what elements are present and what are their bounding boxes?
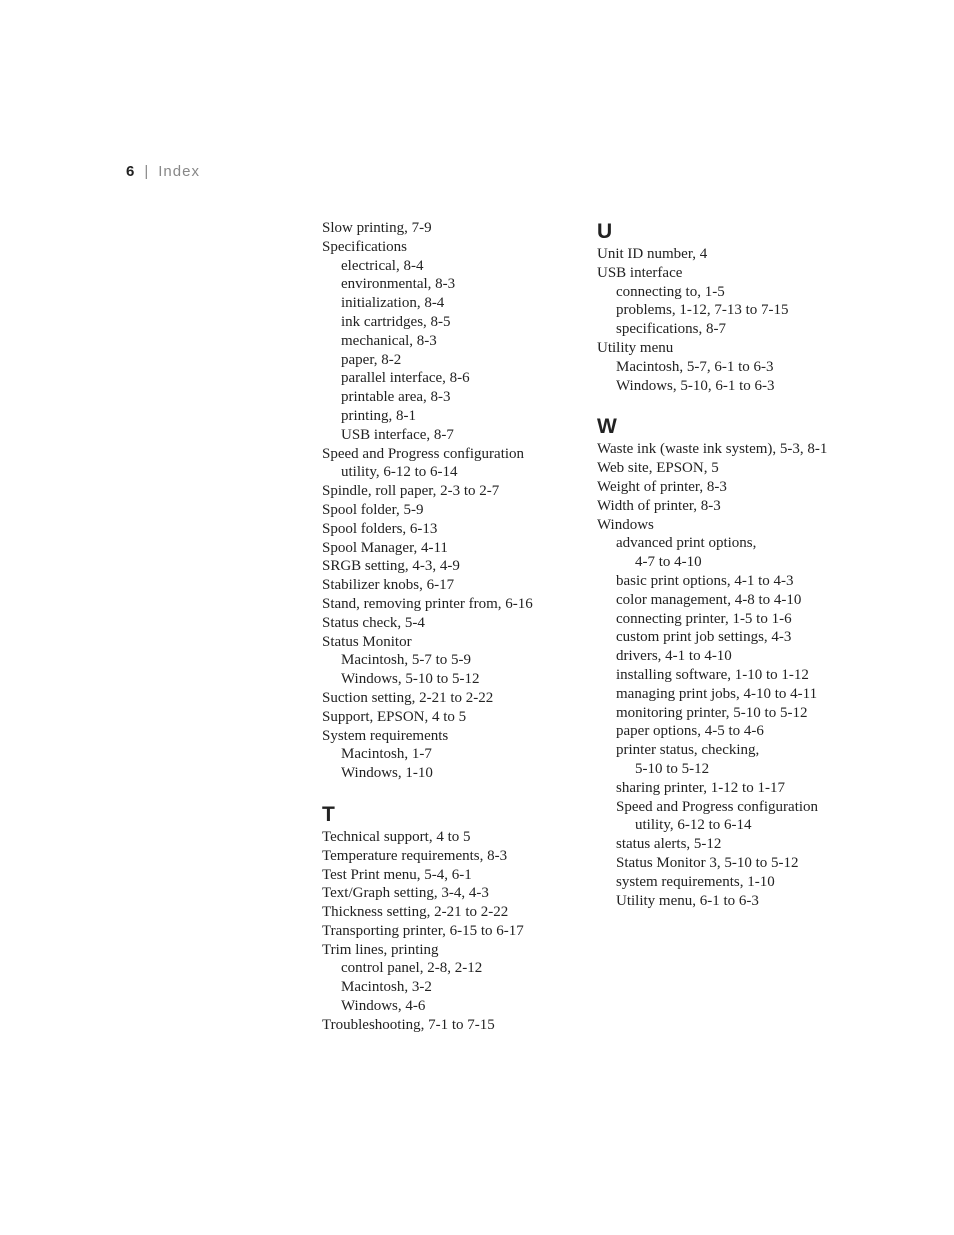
index-entry: Status check, 5-4 [322, 614, 425, 631]
index-entry: Spool folder, 5-9 [322, 501, 424, 518]
index-subentry: connecting printer, 1-5 to 1-6 [616, 610, 792, 627]
index-subentry: installing software, 1-10 to 1-12 [616, 666, 809, 683]
index-entry: Spool Manager, 4-11 [322, 539, 448, 556]
index-subentry: printable area, 8-3 [341, 389, 451, 406]
index-entry: Slow printing, 7-9 [322, 220, 432, 236]
index-subentry: status alerts, 5-12 [616, 836, 722, 853]
index-subentry: Macintosh, 1-7 [341, 746, 432, 763]
index-subentry: Macintosh, 3-2 [341, 979, 432, 996]
index-subentry: specifications, 8-7 [616, 321, 726, 338]
index-column-left [322, 219, 582, 1054]
index-subentry: Macintosh, 5-7 to 5-9 [341, 652, 471, 669]
index-entry: Technical support, 4 to 5 [322, 828, 471, 845]
index-subentry: utility, 6-12 to 6-14 [341, 464, 458, 481]
index-entry: Width of printer, 8-3 [597, 497, 721, 514]
index-subentry: printer status, checking, [616, 742, 760, 759]
index-subentry: printing, 8-1 [341, 407, 416, 424]
index-entry: Support, EPSON, 4 to 5 [322, 708, 467, 725]
index-subentry: ink cartridges, 8-5 [341, 313, 451, 330]
index-subentry: advanced print options, [616, 535, 757, 552]
index-subentry: Macintosh, 5-7, 6-1 to 6-3 [616, 358, 774, 375]
index-subentry: USB interface, 8-7 [341, 426, 454, 443]
index-entry: Test Print menu, 5-4, 6-1 [322, 866, 472, 883]
index-subentry: 4-7 to 4-10 [635, 554, 702, 571]
index-entry: Speed and Progress configuration [322, 445, 525, 462]
index-subentry: Utility menu, 6-1 to 6-3 [616, 892, 759, 909]
index-subentry: custom print job settings, 4-3 [616, 629, 792, 646]
index-subentry: connecting to, 1-5 [616, 283, 725, 300]
index-entry: Suction setting, 2-21 to 2-22 [322, 689, 494, 706]
index-subentry: electrical, 8-4 [341, 257, 424, 274]
index-subentry: initialization, 8-4 [341, 295, 445, 312]
index-subentry: problems, 1-12, 7-13 to 7-15 [616, 302, 789, 319]
index-entry: Spindle, roll paper, 2-3 to 2-7 [322, 483, 500, 500]
index-subentry: monitoring printer, 5-10 to 5-12 [616, 704, 808, 721]
index-section [322, 802, 582, 1035]
index-entry: Spool folders, 6-13 [322, 520, 438, 537]
index-entry: Transporting printer, 6-15 to 6-17 [322, 922, 524, 939]
index-subentry: paper options, 4-5 to 4-6 [616, 723, 764, 740]
index-entry: Status Monitor [322, 633, 412, 650]
index-entry: Web site, EPSON, 5 [597, 460, 719, 477]
index-entry: Text/Graph setting, 3-4, 4-3 [322, 885, 489, 902]
index-entry: Windows [597, 516, 654, 533]
index-subentry: drivers, 4-1 to 4-10 [616, 648, 732, 665]
index-entry: Unit ID number, 4 [597, 246, 708, 262]
index-entry: Utility menu [597, 339, 674, 356]
index-subentry: utility, 6-12 to 6-14 [635, 817, 752, 834]
index-entry: Troubleshooting, 7-1 to 7-15 [322, 1016, 495, 1033]
index-entry: Stabilizer knobs, 6-17 [322, 577, 455, 594]
section-letter-heading: W [597, 415, 617, 439]
header-title: Index [158, 163, 200, 180]
index-entry: SRGB setting, 4-3, 4-9 [322, 558, 460, 575]
index-entry: Thickness setting, 2-21 to 2-22 [322, 904, 509, 921]
index-subentry: managing print jobs, 4-10 to 4-11 [616, 685, 818, 702]
index-subentry: Status Monitor 3, 5-10 to 5-12 [616, 854, 799, 871]
index-subentry: Windows, 4-6 [341, 998, 426, 1015]
index-entry: Temperature requirements, 8-3 [322, 847, 508, 864]
index-subentry: paper, 8-2 [341, 351, 402, 368]
index-section [322, 219, 582, 783]
index-section [597, 219, 927, 395]
index-subentry: Windows, 5-10, 6-1 to 6-3 [616, 377, 775, 394]
index-subentry: Windows, 1-10 [341, 765, 433, 782]
index-subentry: 5-10 to 5-12 [635, 760, 710, 777]
index-subentry: mechanical, 8-3 [341, 332, 437, 349]
index-subentry: color management, 4-8 to 4-10 [616, 591, 802, 608]
index-subentry: parallel interface, 8-6 [341, 370, 470, 387]
index-entry: System requirements [322, 727, 449, 744]
index-entry: USB interface [597, 264, 683, 281]
index-entry: Waste ink (waste ink system), 5-3, 8-1 [597, 441, 828, 458]
index-entry: Trim lines, printing [322, 941, 439, 958]
index-subentry: Speed and Progress configuration [616, 798, 819, 815]
section-letter-heading: U [597, 220, 613, 243]
index-subentry: control panel, 2-8, 2-12 [341, 960, 483, 977]
index-entry: Specifications [322, 238, 407, 255]
index-column-right [597, 219, 927, 929]
index-subentry: sharing printer, 1-12 to 1-17 [616, 779, 785, 796]
index-subentry: basic print options, 4-1 to 4-3 [616, 572, 794, 589]
index-entry: Weight of printer, 8-3 [597, 478, 727, 495]
running-header [126, 163, 200, 180]
page-number: 6 [126, 163, 136, 180]
index-section [597, 414, 927, 910]
index-subentry: system requirements, 1-10 [616, 873, 775, 890]
section-letter-heading: T [322, 802, 335, 826]
index-entry: Stand, removing printer from, 6-16 [322, 595, 533, 612]
header-separator: | [144, 163, 150, 180]
index-subentry: environmental, 8-3 [341, 276, 456, 293]
index-subentry: Windows, 5-10 to 5-12 [341, 671, 480, 688]
